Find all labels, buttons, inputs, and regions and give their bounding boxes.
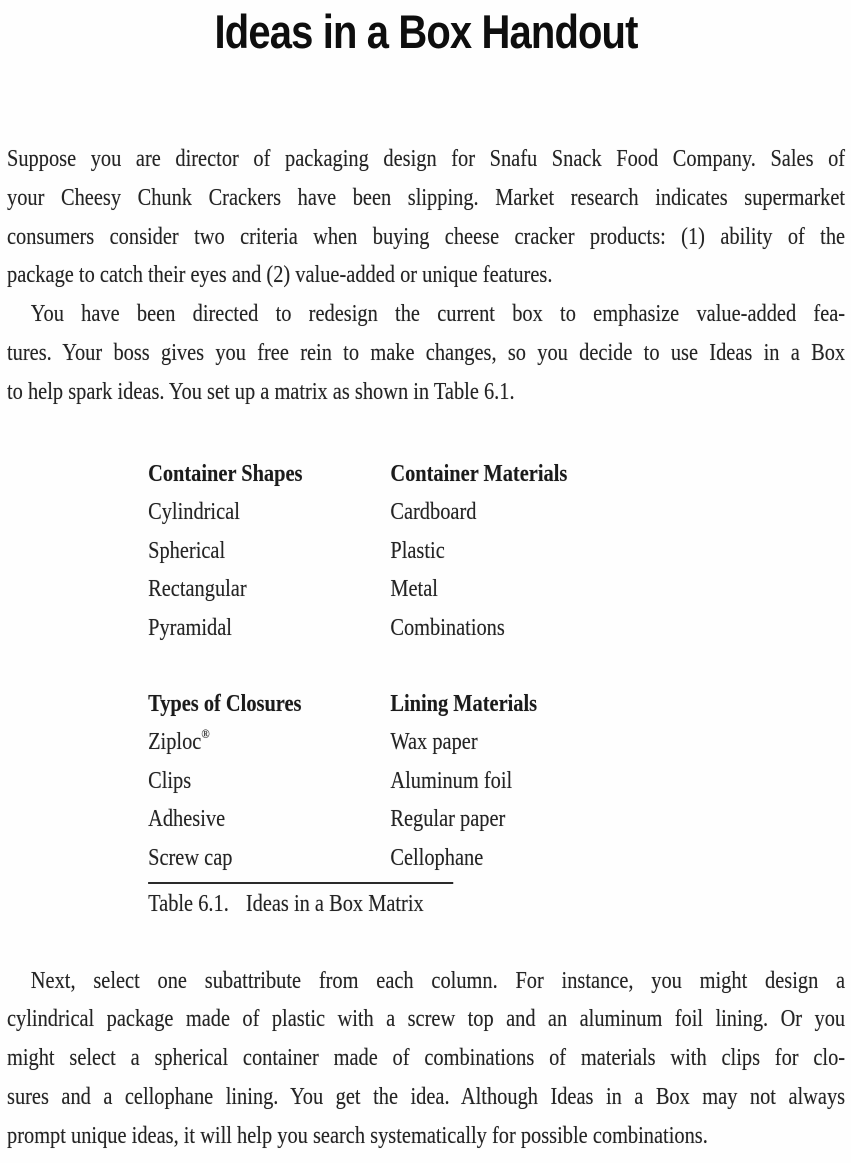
matrix-column-header: Container Materials <box>390 460 568 487</box>
table-caption-label: Table 6.1. <box>148 890 229 917</box>
matrix-item: Cylindrical <box>148 499 240 526</box>
matrix-group <box>148 685 845 878</box>
matrix-group <box>148 455 845 648</box>
text-line: tures. Your boss gives you free rein to make changes, so you decide to use Ideas in a Box <box>7 339 846 366</box>
matrix-column <box>390 455 845 648</box>
matrix-item: Cardboard <box>390 499 477 526</box>
text-line: cylindrical package made of plastic with a screw top and an aluminum foil lining. Or you <box>7 1006 846 1033</box>
matrix-item: Metal <box>390 576 438 603</box>
text-line: sures and a cellophane lining. You get the idea. Although Ideas in a Box may not always <box>7 1083 846 1110</box>
text-line: package to catch their eyes and (2) value-added or unique features. <box>7 262 553 289</box>
content-column <box>7 0 845 1156</box>
table-caption-text: Ideas in a Box Matrix <box>245 890 424 917</box>
paragraph <box>7 962 845 1156</box>
matrix-item: Pyramidal <box>148 614 232 641</box>
paragraph <box>7 140 845 295</box>
matrix-item: Regular paper <box>390 806 506 833</box>
matrix-column-header: Lining Materials <box>390 690 538 717</box>
text-line: might select a spherical container made of combinations of materials with clips for clo- <box>7 1045 846 1072</box>
matrix-item: Plastic <box>390 537 445 564</box>
table-caption <box>148 884 845 924</box>
text-line: your Cheesy Chunk Crackers have been slipping. Market research indicates supermarket <box>7 184 846 211</box>
matrix-item: Cellophane <box>390 844 484 871</box>
matrix-item: Aluminum foil <box>390 767 513 794</box>
text-line: consumers consider two criteria when buying cheese cracker products: (1) ability of the <box>7 223 846 250</box>
matrix-item: Screw cap <box>148 844 233 871</box>
matrix-column <box>390 685 845 878</box>
intro-paragraphs <box>7 140 845 412</box>
matrix-item: Clips <box>148 767 192 794</box>
matrix-item: Wax paper <box>390 729 478 756</box>
matrix-item: Rectangular <box>148 576 247 603</box>
matrix-column <box>148 685 390 878</box>
text-line: You have been directed to redesign the current box to emphasize value-added fea- <box>30 301 846 328</box>
text-line: to help spark ideas. You set up a matrix as shown in Table 6.1. <box>7 378 515 405</box>
matrix-item: Ziploc® <box>148 726 210 756</box>
registered-mark: ® <box>201 726 210 742</box>
text-line: prompt unique ideas, it will help you search systematically for possible combinations. <box>7 1122 708 1149</box>
matrix-item: Combinations <box>390 614 505 641</box>
matrix-table <box>148 455 845 878</box>
matrix-column-header: Container Shapes <box>148 460 303 487</box>
text-line: Next, select one subattribute from each column. For instance, you might design a <box>30 967 846 994</box>
matrix-column-header: Types of Closures <box>148 690 302 717</box>
matrix-column <box>148 455 390 648</box>
matrix-item: Spherical <box>148 537 226 564</box>
text-line: Suppose you are director of packaging design for Snafu Snack Food Company. Sales of <box>7 146 846 172</box>
page-title: Ideas in a Box Handout <box>214 5 638 58</box>
paragraph <box>7 295 845 411</box>
matrix-item: Adhesive <box>148 806 226 833</box>
closing-paragraphs <box>7 962 845 1156</box>
